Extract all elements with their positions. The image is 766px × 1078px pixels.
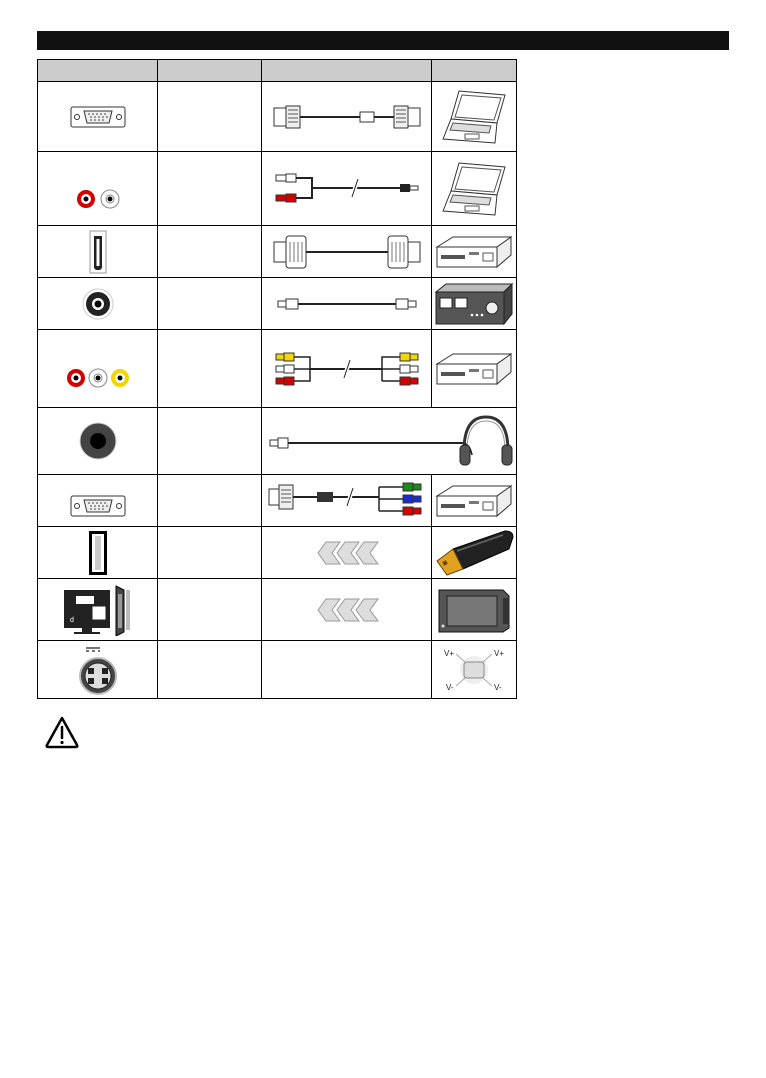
vga-cable-icon xyxy=(272,102,422,132)
connector-cell xyxy=(38,278,158,330)
device-cell xyxy=(432,226,517,278)
table-row xyxy=(38,527,517,579)
device-cell xyxy=(432,579,517,641)
connector-cell xyxy=(38,226,158,278)
cable-cell xyxy=(262,82,432,152)
table-row xyxy=(38,278,517,330)
device-cell xyxy=(432,527,517,579)
side-cell xyxy=(158,82,262,152)
table-row xyxy=(38,475,517,527)
cable-cell xyxy=(262,278,432,330)
side-cell xyxy=(158,641,262,699)
connector-cell xyxy=(38,152,158,226)
coax-rca-cable-icon xyxy=(272,292,422,316)
headphone-cable-icon xyxy=(264,411,514,471)
table-row xyxy=(38,82,517,152)
connections-table xyxy=(37,59,517,699)
rca-audio-lr-icon xyxy=(73,187,123,211)
connector-cell xyxy=(38,641,158,699)
rca-av-port-icon xyxy=(65,366,131,390)
table-row xyxy=(38,408,517,475)
table-header-row xyxy=(38,60,517,82)
device-cell xyxy=(432,152,517,226)
svg-text:d: d xyxy=(69,616,74,624)
laptop-icon xyxy=(439,159,509,219)
device-cell xyxy=(432,82,517,152)
device-cell xyxy=(432,330,517,408)
hdmi-cable-icon xyxy=(272,232,422,272)
connector-cell xyxy=(38,330,158,408)
side-cell xyxy=(158,152,262,226)
table-row xyxy=(38,641,517,699)
headphones-icon xyxy=(460,417,512,465)
rca-av-cable-icon xyxy=(272,349,422,389)
cable-cell xyxy=(262,226,432,278)
vga-port-icon xyxy=(70,105,126,129)
connector-cell xyxy=(38,527,158,579)
dvd-recorder-icon xyxy=(435,350,513,388)
laptop-icon xyxy=(439,87,509,147)
dc-in-port-icon xyxy=(68,644,128,696)
usb-port-icon xyxy=(87,530,109,576)
side-cell xyxy=(158,527,262,579)
ci-slot-icon xyxy=(62,584,134,636)
connector-cell xyxy=(38,82,158,152)
table-row xyxy=(38,579,517,641)
side-cell xyxy=(158,226,262,278)
column-header-type xyxy=(158,60,262,82)
headphone-jack-icon xyxy=(78,421,118,461)
dvd-recorder-icon xyxy=(435,233,513,271)
table-row xyxy=(38,226,517,278)
polarity-plus-right: V+ xyxy=(494,648,505,658)
dc-polarity-diagram-icon xyxy=(434,644,514,696)
vga-to-component-cable-icon xyxy=(267,481,427,521)
table-row xyxy=(38,152,517,226)
side-cell xyxy=(158,408,262,475)
connector-cell xyxy=(38,408,158,475)
column-header-device xyxy=(432,60,517,82)
header-bar xyxy=(37,31,729,50)
table-row xyxy=(38,330,517,408)
dvd-recorder-icon xyxy=(435,482,513,520)
cable-cell xyxy=(262,152,432,226)
cable-cell xyxy=(262,641,432,699)
hdmi-port-icon xyxy=(88,230,108,274)
polarity-minus-right: V- xyxy=(494,682,502,692)
connector-cell xyxy=(38,475,158,527)
cable-cell xyxy=(262,527,432,579)
usb-stick-icon xyxy=(433,529,515,577)
insert-arrows-icon xyxy=(312,597,382,623)
device-cell xyxy=(432,475,517,527)
cable-cell xyxy=(262,579,432,641)
polarity-plus-left: V+ xyxy=(444,648,455,658)
cam-module-icon xyxy=(437,586,511,634)
rca-to-minijack-cable-icon xyxy=(272,169,422,209)
side-cell xyxy=(158,330,262,408)
cable-cell xyxy=(262,475,432,527)
amplifier-icon xyxy=(434,282,514,326)
column-header-cables xyxy=(262,60,432,82)
side-cell xyxy=(158,278,262,330)
cable-device-cell xyxy=(262,408,517,475)
spdif-coax-port-icon xyxy=(81,287,115,321)
device-cell xyxy=(432,641,517,699)
device-cell xyxy=(432,278,517,330)
insert-arrows-icon xyxy=(312,540,382,566)
vga-port-icon xyxy=(70,494,126,518)
side-cell xyxy=(158,475,262,527)
polarity-minus-left: V- xyxy=(446,682,454,692)
connector-cell xyxy=(38,579,158,641)
column-header-connector xyxy=(38,60,158,82)
side-cell xyxy=(158,579,262,641)
warning-icon xyxy=(44,715,80,749)
cable-cell xyxy=(262,330,432,408)
